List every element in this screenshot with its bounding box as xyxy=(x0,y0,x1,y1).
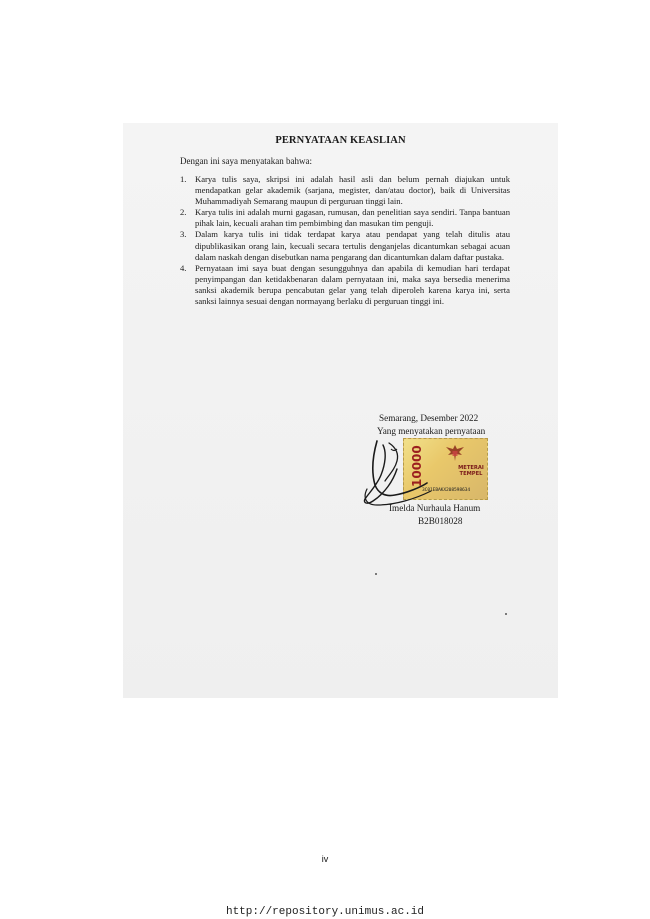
item-text: Pernyataan imi saya buat dengan sesungguhnya dan apabila di kemudian hari terdapat penyimpangan dan ketidakbenaran dalam pernyataan ini, maka saya bersedia menerima sanksi akademik berupa pencabutan gelar yang telah diperoleh karena karya ini, serta sanksi lainnya sesuai dengan normayang berlaku di perguruan tinggi ini. xyxy=(195,262,510,307)
item-number: 1. xyxy=(180,174,187,184)
handwritten-signature xyxy=(355,435,465,509)
item-number: 3. xyxy=(180,229,187,240)
item-text: Karya tulis ini adalah murni gagasan, rumusan, dan penelitian saya sendiri. Tanpa bantuan pihak lain, kecuali arahan tim pembimbing dan masukan tim penguji. xyxy=(195,207,510,229)
statement-list xyxy=(180,174,510,307)
scan-speck xyxy=(505,613,507,615)
page-number: iv xyxy=(321,854,329,864)
student-id: B2B018028 xyxy=(418,516,463,526)
stamp-value: 10000 xyxy=(410,445,424,487)
list-item xyxy=(180,174,510,207)
place-date: Semarang, Desember 2022 xyxy=(379,413,479,423)
list-item xyxy=(180,229,510,262)
stamp-code: 3C01EBAKX208598634 xyxy=(422,488,470,493)
item-number: 2. xyxy=(180,207,187,218)
list-item xyxy=(180,263,510,307)
scanned-page xyxy=(123,123,558,698)
signatory-name: Imelda Nurhaula Hanum xyxy=(389,503,481,513)
item-number: 4. xyxy=(180,262,187,273)
document-title: PERNYATAAN KEASLIAN xyxy=(275,135,406,146)
item-text: Dalam karya tulis ini tidak terdapat karya atau pendapat yang telah ditulis atau dipublikasikan orang lain, kecuali secara tertulis denganjelas dicantumkan sebagai acuan dalam naskah dengan disebutkan nama pengarang dan dicantumkan dalam daftar pustaka. xyxy=(195,229,510,262)
stamp-label: METERAI TEMPEL xyxy=(458,465,484,477)
list-item xyxy=(180,207,510,229)
scan-speck xyxy=(375,573,377,575)
repository-url[interactable]: http://repository.unimus.ac.id xyxy=(225,906,425,918)
signatory-role: Yang menyatakan pernyataan xyxy=(377,426,486,436)
intro-text: Dengan ini saya menyatakan bahwa: xyxy=(180,156,312,166)
item-text: Karya tulis saya, skripsi ini adalah hasil asli dan belum pernah diajukan untuk mendapatkan gelar akademik (sarjana, megister, dan/atau doctor), baik di Universitas Muhammadiyah Semarang maupun di perguruan tinggi lain. xyxy=(195,174,510,207)
